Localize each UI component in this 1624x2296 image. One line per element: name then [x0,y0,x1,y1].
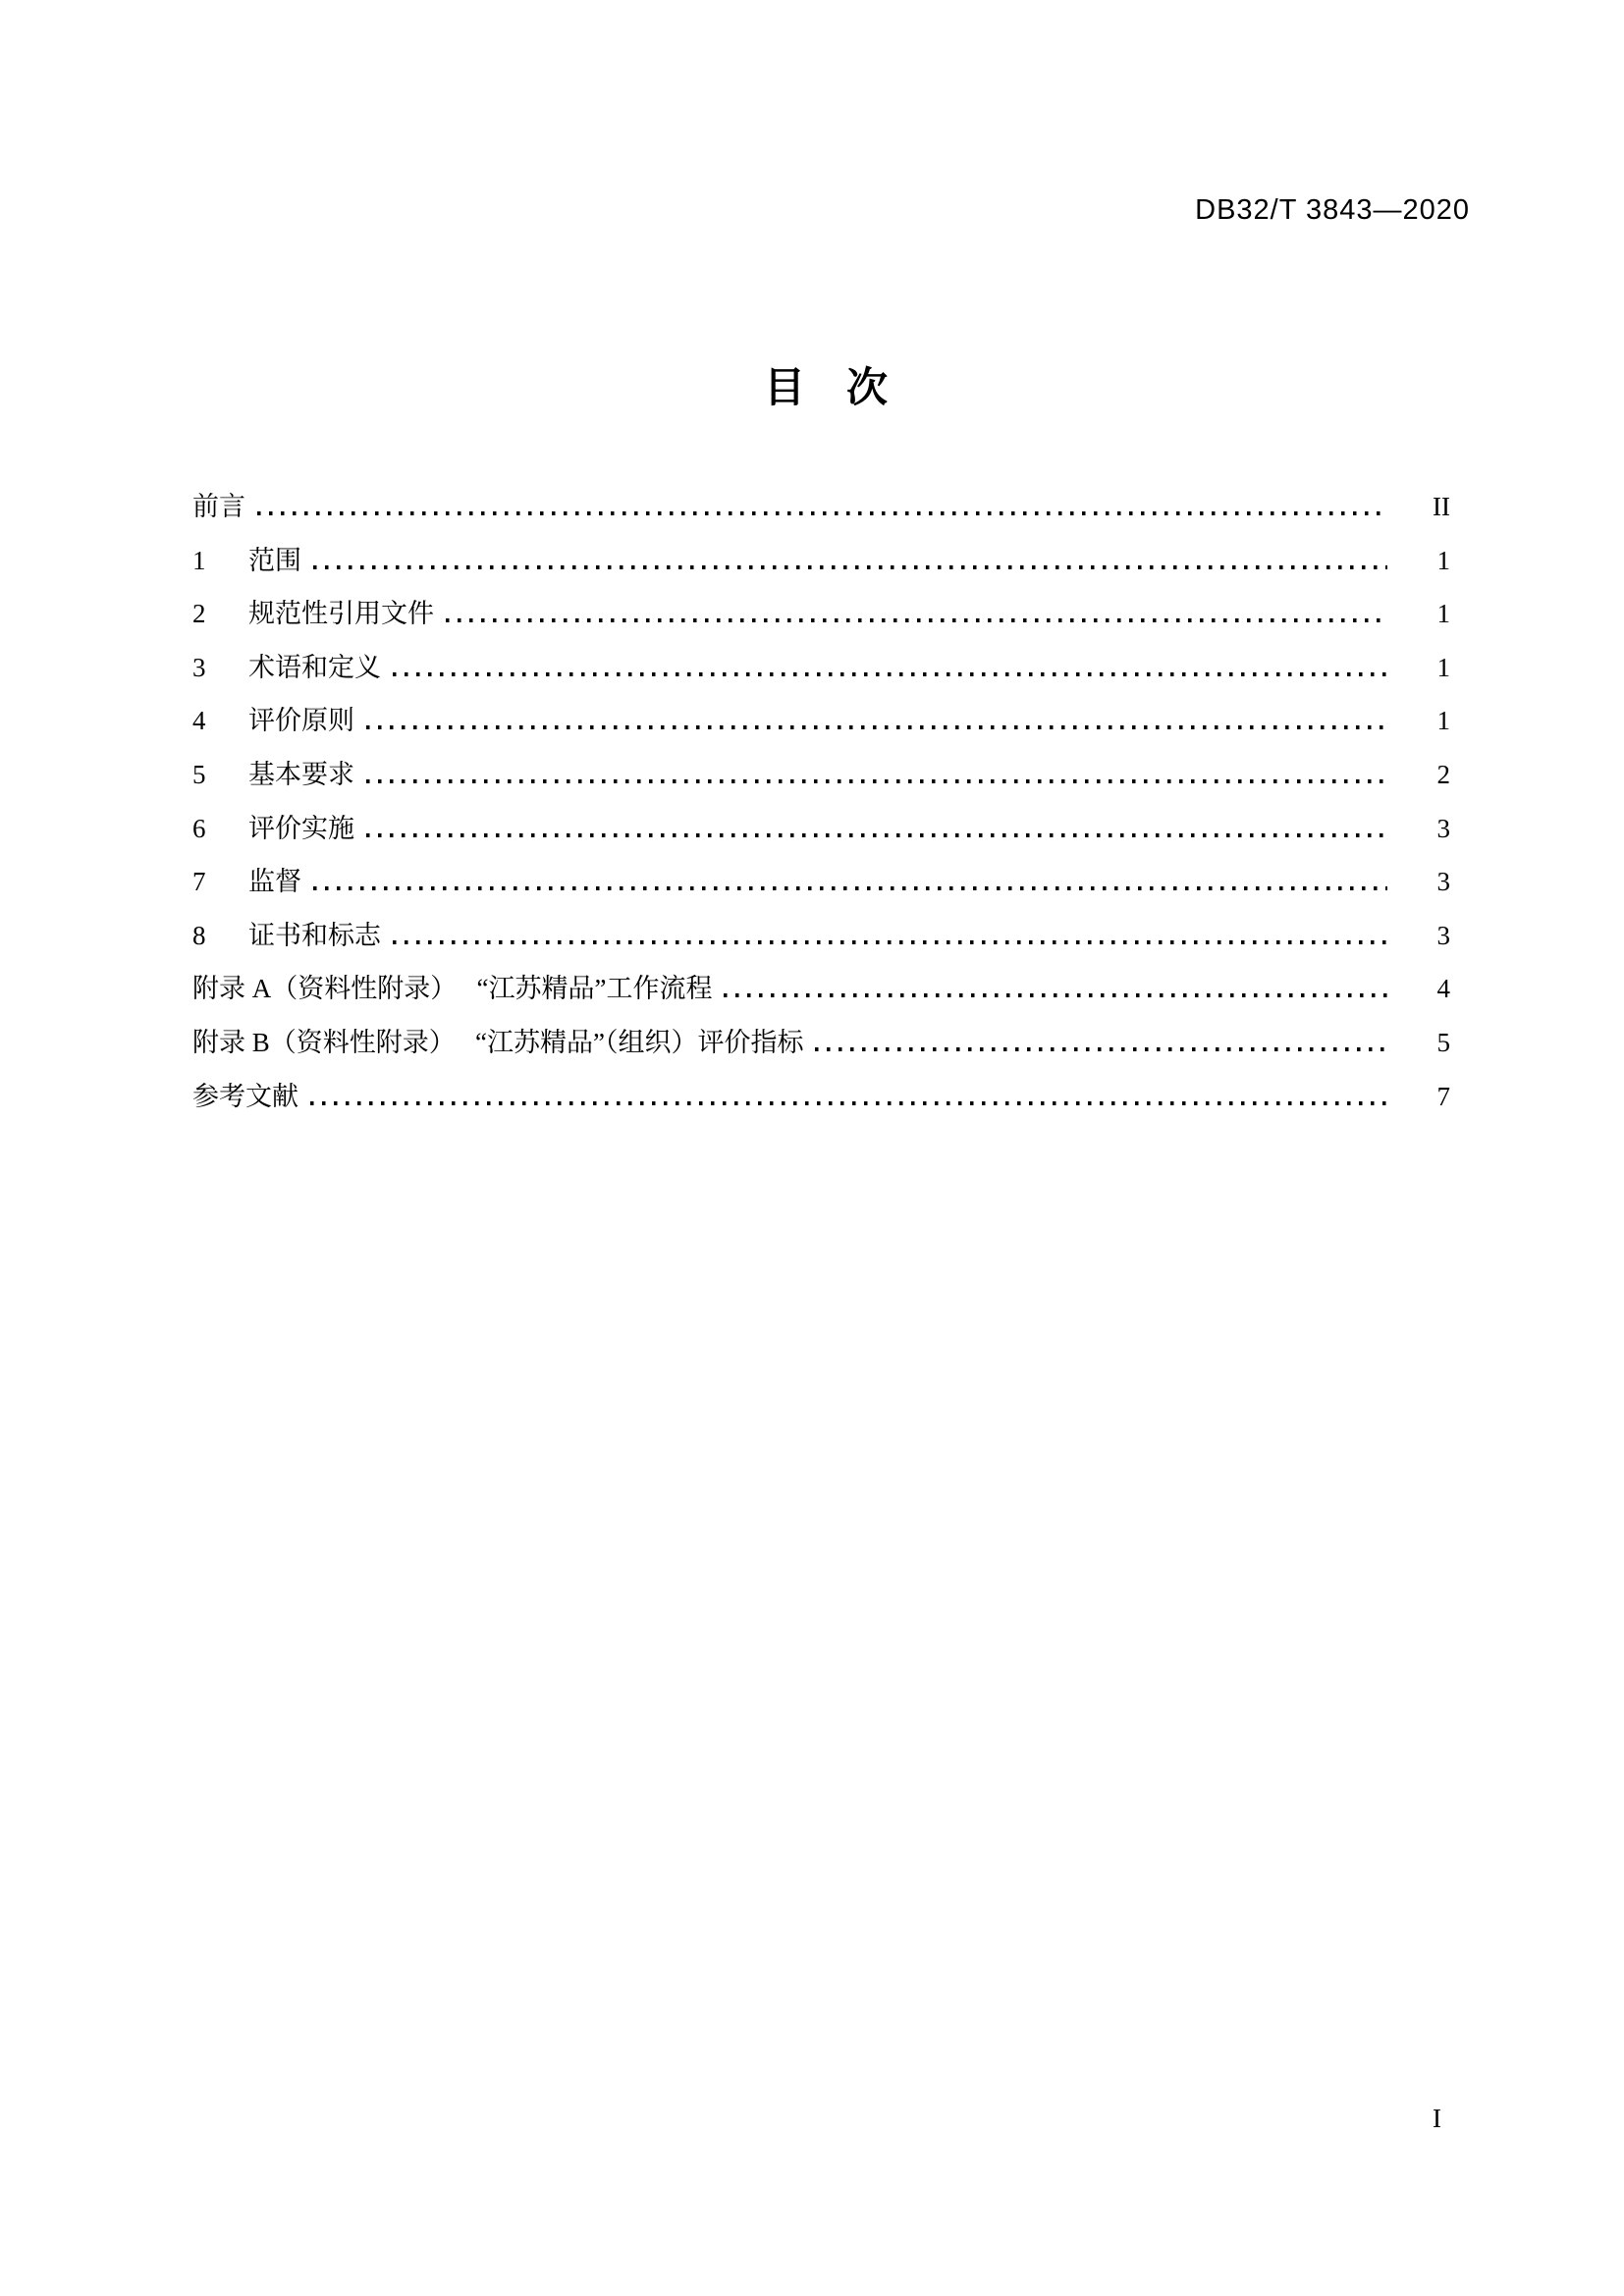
toc-dot-leader [724,993,1387,997]
toc-entry-page: 4 [1436,974,1450,1004]
toc-entry-number: 2 [192,599,206,629]
toc-entry-number: 1 [192,545,206,575]
toc-entry-page: 3 [1436,813,1450,843]
toc-entry-page: 3 [1436,867,1450,897]
toc-entry-title: 基本要求 [248,759,354,789]
document-header [0,194,1470,227]
toc-entry-title: 证书和标志 [248,920,381,950]
standard-code: DB32/T 3843—2020 [1195,194,1470,226]
page-number: I [1433,2104,1441,2133]
toc-entry-number: 7 [192,867,206,897]
page-title: 目 次 [763,364,888,410]
toc-entry [192,534,1450,588]
page-footer [0,2101,1441,2136]
toc-dot-leader [313,565,1387,569]
toc-entry [192,480,1450,534]
toc-entry-title: 参考文献 [192,1081,298,1111]
toc-entry [192,587,1450,641]
toc-entry-number: 5 [192,759,206,789]
toc-entry-page: 1 [1436,545,1450,575]
toc-entry-title: 评价原则 [248,706,354,736]
toc-entry-page: II [1433,492,1450,521]
toc-entry-page: 7 [1436,1081,1450,1111]
toc-dot-leader [366,725,1387,729]
toc-dot-leader [366,833,1387,837]
toc-entry-page: 1 [1436,652,1450,682]
toc-entry [192,855,1450,909]
toc-entry-title: 附录 A（资料性附录） “江苏精品”工作流程 [192,974,713,1004]
toc-dot-leader [310,1101,1387,1105]
toc-dot-leader [366,779,1387,783]
toc-entry [192,1070,1450,1124]
toc-entry-page: 3 [1436,920,1450,950]
toc-entry [192,1016,1450,1070]
toc-dot-leader [313,886,1387,890]
toc-dot-leader [393,672,1387,676]
toc-entry-number: 8 [192,920,206,950]
toc-entry [192,641,1450,695]
toc-entry-number: 6 [192,813,206,843]
toc-entry [192,694,1450,748]
toc-dot-leader [257,511,1387,515]
toc-entry [192,909,1450,963]
toc-entry-page: 5 [1436,1027,1450,1057]
toc-entry [192,962,1450,1016]
toc-entry-title: 前言 [192,492,245,521]
toc-entry-title: 附录 B（资料性附录） “江苏精品”（组织）评价指标 [192,1027,804,1057]
toc-entry-number: 3 [192,652,206,682]
toc-dot-leader [446,618,1387,622]
toc-entry-number: 4 [192,706,206,736]
toc-entry-title: 规范性引用文件 [248,599,434,629]
table-of-contents [192,480,1450,1123]
toc-entry-page: 1 [1436,706,1450,736]
toc-entry-title: 范围 [248,545,301,575]
toc-entry-title: 监督 [248,867,301,897]
toc-entry [192,748,1450,802]
toc-entry-page: 2 [1436,759,1450,789]
toc-entry-title: 术语和定义 [248,652,381,682]
toc-entry [192,802,1450,856]
toc-dot-leader [393,940,1387,944]
toc-entry-page: 1 [1436,599,1450,629]
toc-dot-leader [815,1047,1387,1051]
toc-entry-title: 评价实施 [248,813,354,843]
